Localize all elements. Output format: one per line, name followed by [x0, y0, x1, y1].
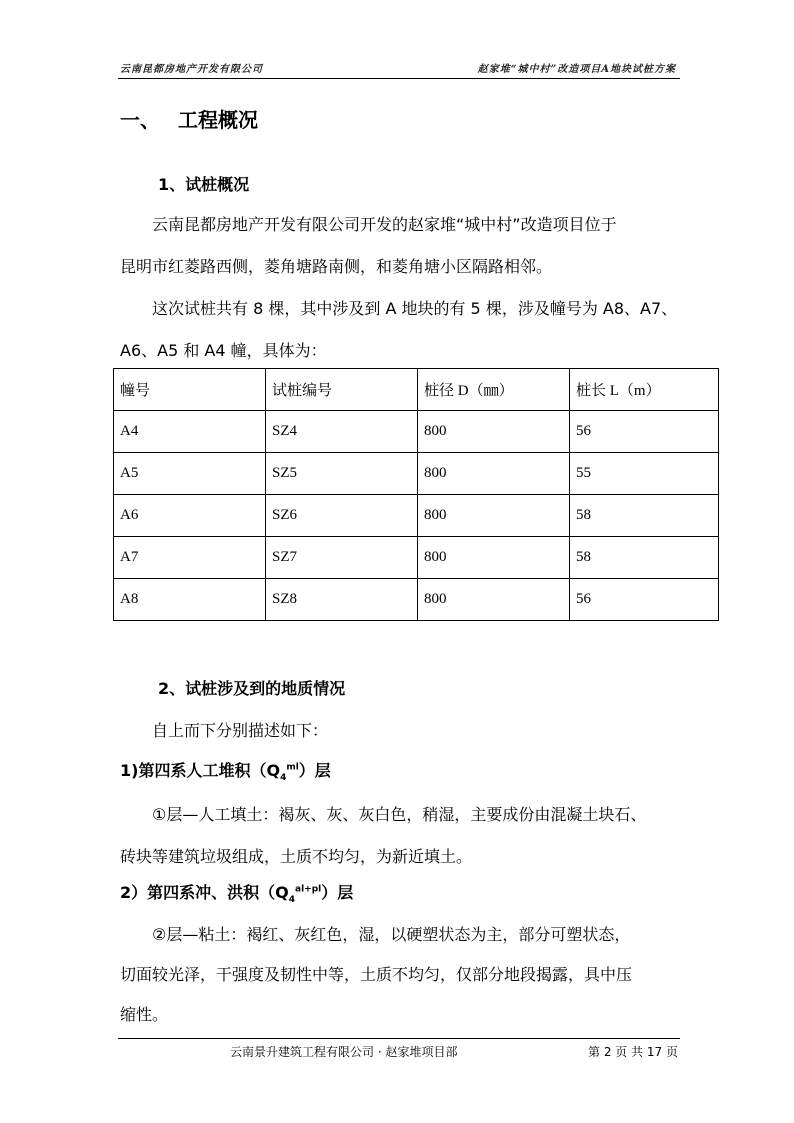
header-project: 赵家堆“城中村”改造项目A地块试桩方案: [477, 64, 676, 75]
table-cell: A5: [114, 453, 266, 495]
test-pile-table: [113, 368, 719, 621]
table-header-cell: 桩长 L（m）: [570, 369, 719, 411]
table-cell: SZ5: [266, 453, 418, 495]
footer-company: 云南景升建筑工程有限公司 · 赵家堆项目部: [230, 1045, 458, 1059]
table-cell: A8: [114, 579, 266, 621]
paragraph-line: 昆明市红菱路西侧，菱角塘路南侧，和菱角塘小区隔路相邻。: [120, 257, 553, 276]
paragraph-line: 切面较光泽，干强度及韧性中等，土质不均匀，仅部分地段揭露，具中压: [120, 965, 633, 984]
subsection-title-2: 2、试桩涉及到的地质情况: [158, 679, 346, 698]
page-header: [118, 58, 680, 79]
table-cell: SZ7: [266, 537, 418, 579]
table-row: [114, 411, 719, 453]
table-cell: 800: [418, 495, 570, 537]
page-footer: [118, 1038, 680, 1059]
table-header-row: [114, 369, 719, 411]
section-number: 一、: [120, 108, 160, 132]
table-row: [114, 579, 719, 621]
table-row: [114, 537, 719, 579]
table-cell: 800: [418, 537, 570, 579]
table-cell: 58: [570, 495, 719, 537]
paragraph-line: 这次试桩共有 8 棵，其中涉及到 A 地块的有 5 棵，涉及幢号为 A8、A7、: [152, 299, 678, 318]
section-title: 工程概况: [178, 108, 258, 132]
table-cell: 56: [570, 411, 719, 453]
paragraph-line: A6、A5 和 A4 幢，具体为：: [120, 341, 327, 360]
table-cell: A6: [114, 495, 266, 537]
layer-2-title: 2）第四系冲、洪积$(Q_4^{al+pl})$层: [120, 883, 354, 906]
layer-1-title: 1)第四系人工堆积$(Q_4^{ml})$层: [120, 761, 331, 784]
paragraph-line: 砖块等建筑垃圾组成，土质不均匀，为新近填土。: [120, 847, 473, 866]
section-heading: [120, 104, 258, 133]
paragraph-line: 云南昆都房地产开发有限公司开发的赵家堆“城中村”改造项目位于: [152, 215, 617, 234]
footer-page-number: 第 2 页 共 17 页: [588, 1045, 678, 1059]
table-cell: 800: [418, 579, 570, 621]
paragraph-line: ①层—人工填土：褐灰、灰、灰白色，稍湿，主要成份由混凝土块石、: [152, 805, 647, 824]
table-cell: A4: [114, 411, 266, 453]
table-cell: 56: [570, 579, 719, 621]
table-cell: 55: [570, 453, 719, 495]
table-cell: 800: [418, 411, 570, 453]
table-cell: A7: [114, 537, 266, 579]
paragraph-line: ②层—粘土：褐红、灰红色，湿，以硬塑状态为主，部分可塑状态，: [152, 925, 631, 944]
table-cell: SZ6: [266, 495, 418, 537]
paragraph-line: 缩性。: [120, 1005, 169, 1024]
table-row: [114, 495, 719, 537]
table-header-cell: 试桩编号: [266, 369, 418, 411]
table-header-cell: 幢号: [114, 369, 266, 411]
subsection-title-1: 1、试桩概况: [158, 175, 250, 194]
table-cell: SZ4: [266, 411, 418, 453]
table-cell: 800: [418, 453, 570, 495]
table-header-cell: 桩径 D（㎜）: [418, 369, 570, 411]
table-cell: SZ8: [266, 579, 418, 621]
header-company: 云南昆都房地产开发有限公司: [120, 64, 263, 75]
paragraph-line: 自上而下分别描述如下：: [152, 721, 329, 740]
table-row: [114, 453, 719, 495]
table-cell: 58: [570, 537, 719, 579]
